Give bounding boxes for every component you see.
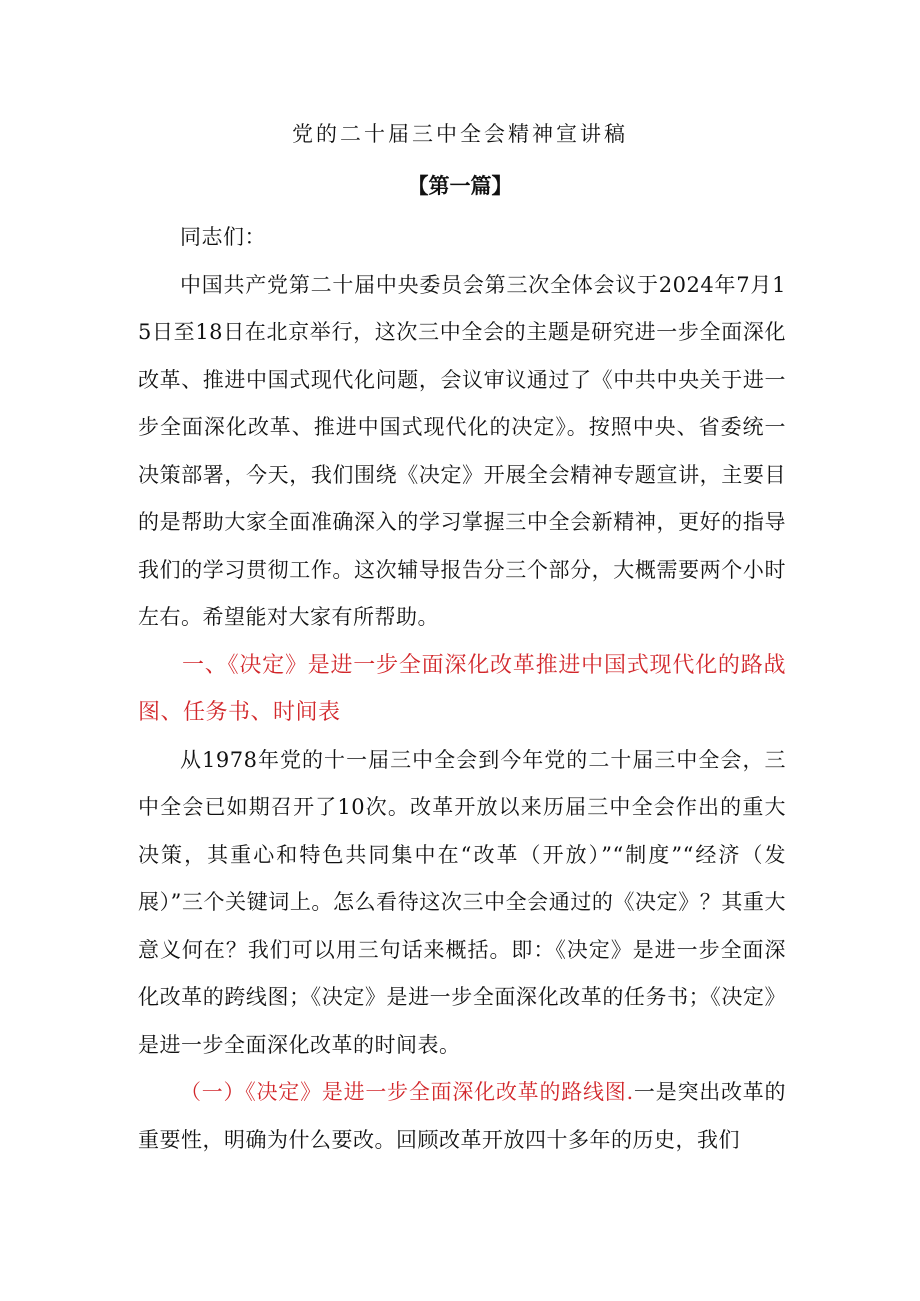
paragraph-3-text: 一是突出改革的重要性，明确为什么要改。回顾改革开放四十多年的历史，我们 [138, 1080, 786, 1152]
salutation: 同志们： [180, 225, 266, 249]
intro-paragraph: 中国共产党第二十届中央委员会第三次全体会议于2024年7月15日至18日在北京举行，这次三中全会的主题是研究进一步全面深化改革、推进中国式现代化问题，会议审议通过了《中共中央关于进一步全面深化改革、推进中国式现代化的决定》。按照中央、省委统一决策部署，今天，我们围绕《决定》开展全会精神专题宣讲，主要目的是帮助大家全面准确深入的学习掌握三中全会新精神，更好的指导我们的学习贯彻工作。这次辅导报告分三个部分，大概需要两个小时左右。希望能对大家有所帮助。 [138, 272, 786, 629]
paragraph-3 [138, 1069, 786, 1164]
paragraph-2: 从1978年党的十一届三中全会到今年党的二十届三中全会，三中全会已如期召开了10次。改革开放以来历届三中全会作出的重大决策，其重心和特色共同集中在“改革（开放）”“制度”“经济（发展）”三个关键词上。怎么看待这次三中全会通过的《决定》？其重大意义何在？我们可以用三句话来概括。即：《决定》是进一步全面深化改革的跨线图；《决定》是进一步全面深化改革的任务书；《决定》是进一步全面深化改革的时间表。 [138, 747, 786, 1057]
document-title: 党的二十届三中全会精神宣讲稿 [292, 122, 628, 146]
document-body [138, 214, 786, 1164]
subheading-1: （一）《决定》是进一步全面深化改革的路线图. [180, 1080, 634, 1104]
section-heading-1: 一、《决定》是进一步全面深化改革推进中国式现代化的路战图、任务书、时间表 [138, 652, 786, 725]
section-label: 【第一篇】 [407, 173, 513, 198]
